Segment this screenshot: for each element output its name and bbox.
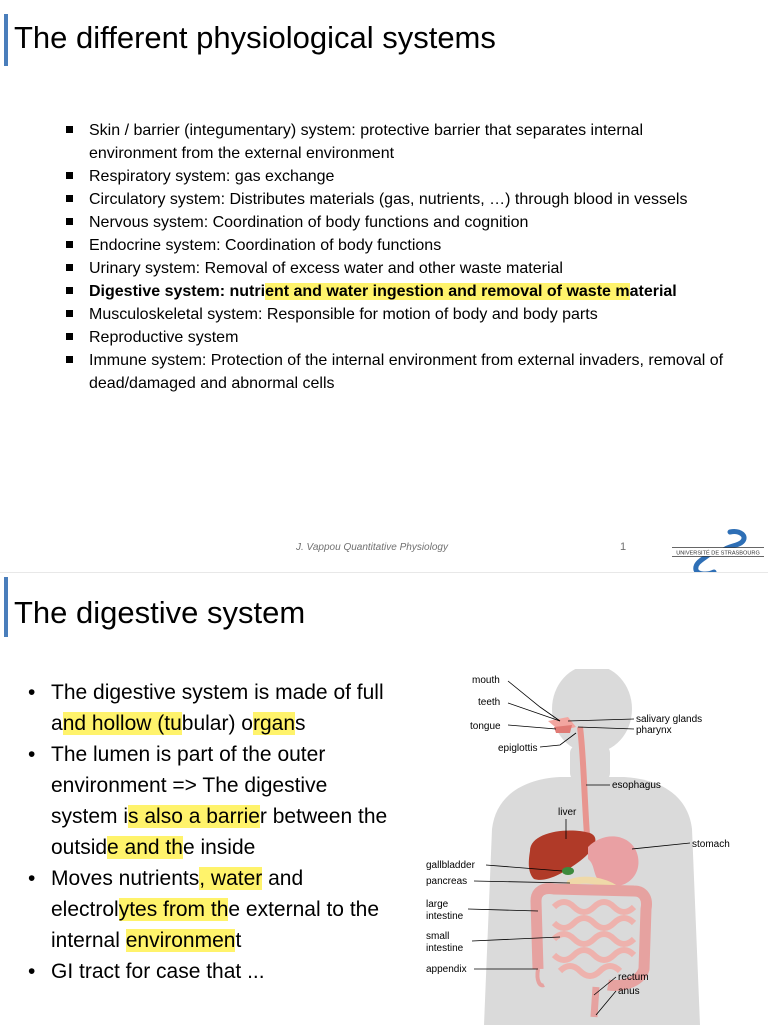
highlighted-text: rgan xyxy=(252,712,295,735)
label-salivary-glands: salivary glands xyxy=(636,714,703,725)
label-small: small xyxy=(426,931,450,942)
digestive-bullets xyxy=(24,677,394,987)
list-item: Urinary system: Removal of excess water and other waste material xyxy=(62,257,732,280)
list-item: Nervous system: Coordination of body functions and cognition xyxy=(62,211,732,234)
list-item: Musculoskeletal system: Responsible for motion of body and body parts xyxy=(62,303,732,326)
label-liver: liver xyxy=(558,807,577,818)
svg-text:UNIVERSITÉ DE STRASBOURG: UNIVERSITÉ DE STRASBOURG xyxy=(676,550,760,557)
list-item: Circulatory system: Distributes materials (gas, nutrients, …) through blood in vessels xyxy=(62,188,732,211)
label-large: large xyxy=(426,899,449,910)
slide-title: The different physiological systems xyxy=(14,20,496,55)
label-mouth: mouth xyxy=(472,675,500,686)
slide-footer: J. Vappou Quantitative Physiology xyxy=(296,542,448,553)
list-item: Skin / barrier (integumentary) system: protective barrier that separates internal environment from the external environment xyxy=(62,119,732,165)
highlighted-text: , water xyxy=(199,867,263,890)
label-esophagus: esophagus xyxy=(612,780,661,791)
list-item: Immune system: Protection of the internal environment from external invaders, removal of dead/damaged and abnormal cells xyxy=(62,349,732,395)
label-anus: anus xyxy=(618,986,640,997)
highlighted-text: ytes from th xyxy=(118,898,229,921)
university-logo-icon xyxy=(668,528,768,572)
label-tongue: tongue xyxy=(470,721,501,732)
list-item: • Moves nutrients, water and electrolytes from the external to the internal environment xyxy=(24,863,394,956)
label-appendix: appendix xyxy=(426,964,467,975)
label-small-intestine: intestine xyxy=(426,943,464,954)
highlighted-text: ent and water ingestion and removal of waste m xyxy=(265,283,630,300)
title-accent-bar xyxy=(4,14,8,66)
list-item: Respiratory system: gas exchange xyxy=(62,165,732,188)
label-gallbladder: gallbladder xyxy=(426,860,475,871)
title-accent-bar xyxy=(4,577,8,637)
label-large-intestine: intestine xyxy=(426,911,464,922)
highlighted-text: e and th xyxy=(107,836,183,859)
list-item: • The digestive system is made of full and hollow (tubular) organs xyxy=(24,677,394,739)
highlighted-text: s also a barrie xyxy=(128,805,260,828)
label-pancreas: pancreas xyxy=(426,876,468,887)
page-number: 1 xyxy=(620,541,627,553)
digestive-anatomy-diagram xyxy=(420,669,750,1025)
label-epiglottis: epiglottis xyxy=(498,743,538,754)
label-rectum: rectum xyxy=(618,972,649,983)
list-item: Reproductive system xyxy=(62,326,732,349)
list-item-digestive: Digestive system: nutrient and water ingestion and removal of waste material xyxy=(62,280,732,303)
list-item: • GI tract for case that ... xyxy=(24,956,394,987)
list-item: Endocrine system: Coordination of body functions xyxy=(62,234,732,257)
systems-list xyxy=(62,119,732,395)
label-teeth: teeth xyxy=(478,697,501,708)
slide-2 xyxy=(0,572,768,1025)
label-stomach: stomach xyxy=(692,839,730,850)
gallbladder-icon xyxy=(562,867,574,875)
list-item: • The lumen is part of the outer environment => The digestive system is also a barrier between the outside and the inside xyxy=(24,739,394,863)
slide-title: The digestive system xyxy=(14,595,306,630)
highlighted-text: environmen xyxy=(125,929,236,952)
rectum-icon xyxy=(594,987,596,1017)
highlighted-text: nd hollow (tu xyxy=(62,712,182,735)
label-pharynx: pharynx xyxy=(636,725,672,736)
